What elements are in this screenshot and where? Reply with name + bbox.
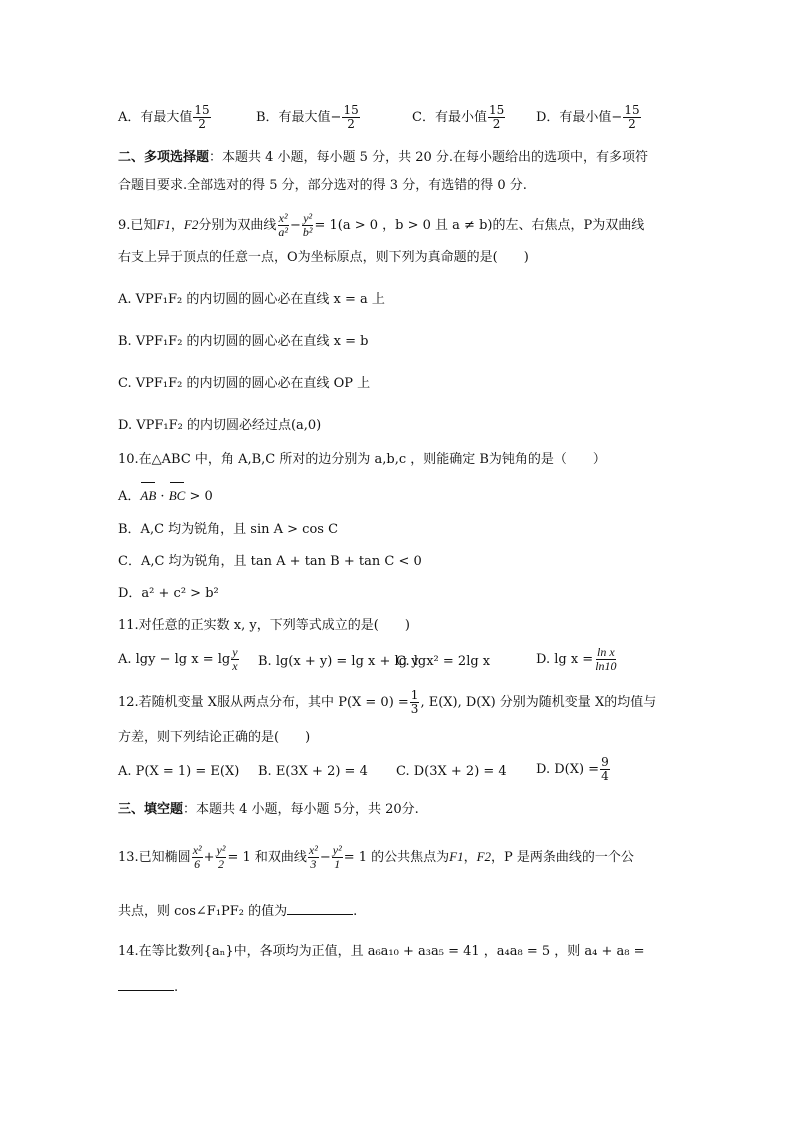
section2-line1: 二、多项选择题：本题共 4 小题，每小题 5 分，共 20 分.在每小题给出的选项中，有多项符 (118, 150, 649, 165)
q10-option-d: D．a² + c² > b² (118, 586, 219, 601)
q8-option-d: D．有最小值− $\frac{15}{2}$ (536, 103, 640, 131)
fraction: $\frac{\text{ln x}}{\ln 10}$ (595, 645, 617, 673)
q10-stem: 10.在△ABC 中，角 A,B,C 所对的边分别为 a,b,c ，则能确定 B为钝角的是（ ） (118, 452, 606, 467)
q12-option-d: D. D(X) = $\frac{9}{4}$ (536, 755, 609, 783)
q12-line2: 方差，则下列结论正确的是( ) (118, 730, 311, 745)
fraction: $\frac{y}{x}$ (232, 645, 238, 673)
fraction: $\frac{\text{y²}}{2}$ (216, 843, 226, 871)
q9-line2: 右支上异于顶点的任意一点，O为坐标原点，则下列为真命题的是( ) (118, 250, 529, 265)
q12-stem: 12.若随机变量 X服从两点分布，其中 P(X = 0) = $\frac{1}{3}$ , E(X), D(X) 分别为随机变量 X的均值与 (118, 688, 657, 716)
q12-option-b: B. E(3X + 2) = 4 (258, 764, 368, 779)
section3-header: 三、填空题：本题共 4 小题，每小题 5分，共 20分. (118, 802, 419, 817)
fraction: $\frac{1}{3}$ (410, 688, 419, 716)
fraction: $\frac{\text{x²}}{3}$ (308, 843, 318, 871)
q8-option-b: B．有最大值− $\frac{15}{2}$ (256, 103, 359, 131)
hyperbola-y-term: $\frac{\text{y²}}{\text{b²}}$ (302, 211, 313, 239)
q11-option-b: B. lg(x + y) = lg x + lg y (258, 654, 419, 669)
vector-bc: BC (169, 486, 186, 506)
fraction: $\frac{\text{y²}}{1}$ (332, 843, 342, 871)
fraction: $\frac{15}{2}$ (343, 103, 359, 131)
q9-option-b: B. VPF₁F₂ 的内切圆的圆心必在直线 x = b (118, 334, 369, 349)
q14-line2: . (118, 976, 178, 998)
section2-line2: 合题目要求.全部选对的得 5 分，部分选对的得 3 分，有选错的得 0 分. (118, 178, 527, 193)
fraction: $\frac{15}{2}$ (488, 103, 505, 131)
q9-stem: 9.已知F1，F2分别为双曲线 $\frac{\text{x²}}{\text{a²}}$ − $\frac{\text{y²}}{\text{b²}}$ = 1(a > 0 ，b > 0 且 a ≠ b)的左、右焦点，P为双曲线 (118, 211, 645, 239)
hyperbola-x-term: $\frac{\text{x²}}{\text{a²}}$ (278, 211, 288, 239)
q11-option-c: C. lgx² = 2lg x (396, 654, 491, 669)
fraction: $\frac{15}{2}$ (624, 103, 640, 131)
q12-option-a: A. P(X = 1) = E(X) (118, 764, 240, 779)
q10-option-c: C．A,C 均为锐角，且 tan A + tan B + tan C < 0 (118, 554, 422, 569)
fraction: $\frac{9}{4}$ (601, 755, 609, 783)
q12-option-c: C. D(3X + 2) = 4 (396, 764, 507, 779)
q11-option-d: D. lg x = $\frac{\text{ln x}}{\ln 10}$ (536, 645, 617, 673)
q10-option-a: A．AB · BC > 0 (118, 488, 213, 504)
q13-stem: 13.已知椭圆 $\frac{\text{x²}}{6}$ + $\frac{\text{y²}}{2}$ = 1 和双曲线 $\frac{\text{x²}}{3}$ − $\frac{\text{y²}}{1}$ = 1 的公共焦点为F1，F2，P 是两条曲线的一个公 (118, 843, 634, 871)
q9-option-a: A. VPF₁F₂ 的内切圆的圆心必在直线 x = a 上 (118, 292, 385, 307)
q13-line2: 共点，则 cos∠F₁PF₂ 的值为 . (118, 900, 357, 922)
q8-option-a: A．有最大值 $\frac{15}{2}$ (118, 103, 210, 131)
fraction: $\frac{\text{x²}}{6}$ (192, 843, 202, 871)
answer-blank[interactable] (118, 976, 174, 991)
answer-blank[interactable] (287, 900, 353, 915)
q11-stem: 11.对任意的正实数 x, y，下列等式成立的是( ) (118, 618, 410, 633)
q8-option-c: C．有最小值 $\frac{15}{2}$ (412, 103, 505, 131)
fraction: $\frac{15}{2}$ (194, 103, 210, 131)
vector-ab: AB (140, 486, 156, 506)
q10-option-b: B．A,C 均为锐角，且 sin A > cos C (118, 522, 339, 537)
q11-option-a: A. lgy − lg x = lg $\frac{y}{x}$ (118, 645, 238, 673)
q9-option-c: C. VPF₁F₂ 的内切圆的圆心必在直线 OP 上 (118, 376, 371, 391)
q9-option-d: D. VPF₁F₂ 的内切圆必经过点(a,0) (118, 418, 322, 433)
q14-stem: 14.在等比数列{aₙ}中，各项均为正值，且 a₆a₁₀ + a₃a₅ = 41 ，a₄a₈ = 5 ，则 a₄ + a₈ = (118, 944, 645, 959)
